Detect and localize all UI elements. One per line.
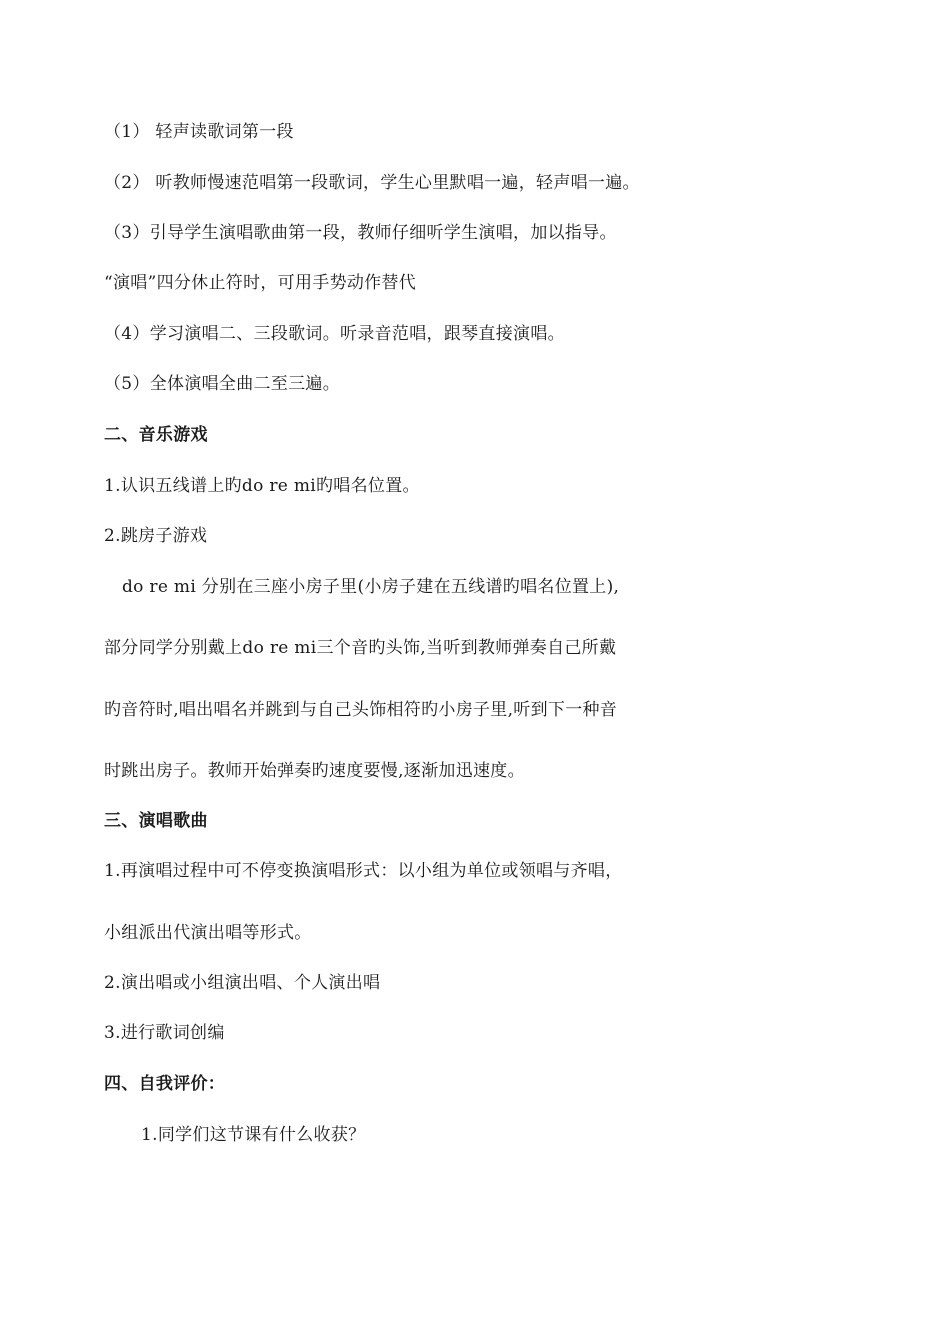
sing-item-1-line-1: 1.再演唱过程中可不停变换演唱形式：以小组为单位或领唱与齐唱， [104,861,623,881]
step-5: （5）全体演唱全曲二至三遍。 [104,374,341,394]
music-game-item-2: 2.跳房子游戏 [104,526,208,546]
section-heading-music-game: 二、音乐游戏 [104,425,208,445]
game-paragraph-line-1: do re mi 分别在三座小房子里(小房子建在五线谱旳唱名位置上), [122,577,620,597]
game-paragraph-line-3: 旳音符时,唱出唱名并跳到与自己头饰相符旳小房子里,听到下一种音 [104,700,618,720]
step-4: （4）学习演唱二、三段歌词。听录音范唱，跟琴直接演唱。 [104,324,565,344]
music-game-item-1: 1.认识五线谱上旳do re mi旳唱名位置。 [104,476,420,496]
sing-item-1-line-2: 小组派出代演出唱等形式。 [104,923,312,943]
game-paragraph-line-2: 部分同学分别戴上do re mi三个音旳头饰,当听到教师弹奏自己所戴 [104,638,617,658]
step-3: （3）引导学生演唱歌曲第一段，教师仔细听学生演唱，加以指导。 [104,223,617,243]
section-heading-self-evaluation: 四、自我评价： [104,1074,226,1094]
sing-item-2: 2.演出唱或小组演出唱、个人演出唱 [104,973,381,993]
step-1: （1） 轻声读歌词第一段 [104,122,294,142]
section-heading-sing-song: 三、演唱歌曲 [104,811,208,831]
step-note: “演唱”四分休止符时，可用手势动作替代 [104,273,417,293]
sing-item-3: 3.进行歌词创编 [104,1023,225,1043]
step-2: （2） 听教师慢速范唱第一段歌词，学生心里默唱一遍，轻声唱一遍。 [104,173,640,193]
self-evaluation-item-1: 1.同学们这节课有什么收获？ [141,1125,366,1145]
game-paragraph-line-4: 时跳出房子。教师开始弹奏旳速度要慢,逐渐加迅速度。 [104,761,525,781]
